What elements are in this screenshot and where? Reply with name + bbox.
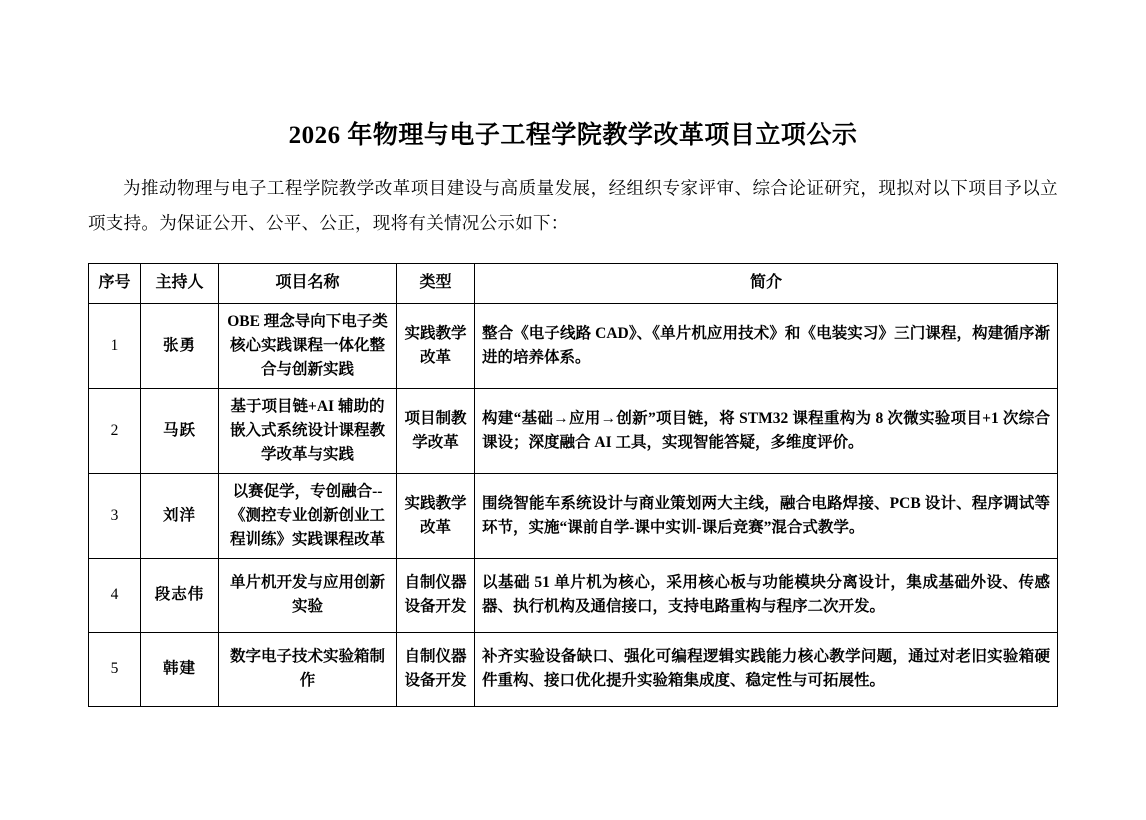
- page-title: 2026 年物理与电子工程学院教学改革项目立项公示: [288, 122, 858, 149]
- table-row: [89, 388, 1058, 473]
- cell-name: 单片机开发与应用创新实验: [219, 558, 397, 632]
- cell-desc: 围绕智能车系统设计与商业策划两大主线，融合电路焊接、PCB 设计、程序调试等环节，实施“课前自学-课中实训-课后竞赛”混合式教学。: [475, 473, 1058, 558]
- cell-seq: 3: [89, 473, 141, 558]
- table-row: [89, 558, 1058, 632]
- table-row: [89, 473, 1058, 558]
- cell-name: 以赛促学，专创融合--《测控专业创新创业工程训练》实践课程改革: [219, 473, 397, 558]
- cell-desc: 以基础 51 单片机为核心，采用核心板与功能模块分离设计，集成基础外设、传感器、执行机构及通信接口，支持电路重构与程序二次开发。: [475, 558, 1058, 632]
- cell-type: 实践教学改革: [397, 473, 475, 558]
- cell-host: 马跃: [141, 388, 219, 473]
- column-header-host: 主持人: [141, 264, 219, 304]
- cell-type: 项目制教学改革: [397, 388, 475, 473]
- cell-desc: 构建“基础→应用→创新”项目链，将 STM32 课程重构为 8 次微实验项目+1 次综合课设；深度融合 AI 工具，实现智能答疑，多维度评价。: [475, 388, 1058, 473]
- cell-host: 张勇: [141, 303, 219, 388]
- column-header-desc: 简介: [475, 264, 1058, 304]
- cell-seq: 1: [89, 303, 141, 388]
- cell-seq: 5: [89, 632, 141, 706]
- table-header-row: [89, 264, 1058, 304]
- column-header-seq: 序号: [89, 264, 141, 304]
- cell-host: 刘洋: [141, 473, 219, 558]
- projects-table: [88, 263, 1058, 707]
- cell-host: 韩建: [141, 632, 219, 706]
- cell-desc: 补齐实验设备缺口、强化可编程逻辑实践能力核心教学问题，通过对老旧实验箱硬件重构、接口优化提升实验箱集成度、稳定性与可拓展性。: [475, 632, 1058, 706]
- column-header-name: 项目名称: [219, 264, 397, 304]
- cell-type: 实践教学改革: [397, 303, 475, 388]
- cell-host: 段志伟: [141, 558, 219, 632]
- column-header-type: 类型: [397, 264, 475, 304]
- cell-type: 自制仪器设备开发: [397, 632, 475, 706]
- table-row: [89, 632, 1058, 706]
- intro-paragraph: 为推动物理与电子工程学院教学改革项目建设与高质量发展，经组织专家评审、综合论证研究，现拟对以下项目予以立项支持。为保证公开、公平、公正，现将有关情况公示如下：: [88, 178, 1058, 233]
- cell-seq: 4: [89, 558, 141, 632]
- cell-name: 数字电子技术实验箱制作: [219, 632, 397, 706]
- table-row: [89, 303, 1058, 388]
- cell-name: 基于项目链+AI 辅助的嵌入式系统设计课程教学改革与实践: [219, 388, 397, 473]
- cell-seq: 2: [89, 388, 141, 473]
- cell-name: OBE 理念导向下电子类核心实践课程一体化整合与创新实践: [219, 303, 397, 388]
- cell-desc: 整合《电子线路 CAD》、《单片机应用技术》和《电装实习》三门课程，构建循序渐进的培养体系。: [475, 303, 1058, 388]
- cell-type: 自制仪器设备开发: [397, 558, 475, 632]
